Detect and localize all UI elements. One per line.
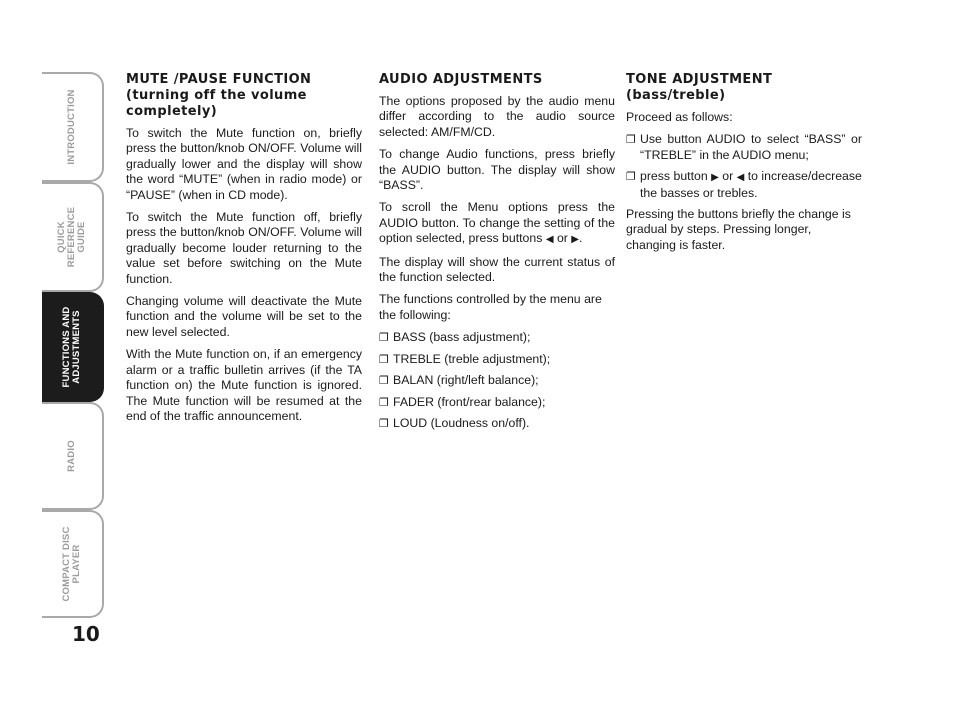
tone-adjustment-heading: TONE ADJUSTMENT (bass/treble) [626, 72, 773, 103]
audio-paragraph-5: The functions controlled by the menu are the following: [379, 292, 602, 322]
mute-paragraph-4: With the Mute function on, if an emergency alarm or a traffic bulletin arrives (if the TA function on) the Mute function is ignored. The Mute function will be resumed at the end of the traffic announcement. [126, 347, 362, 423]
tab-functions-and-adjustments-label: FUNCTIONS AND ADJUSTMENTS [61, 306, 82, 388]
mute-paragraph-1: To switch the Mute function on, briefly press the button/knob ON/OFF. Volume will gradually lower and the display will show the word “MUTE” (when in radio mode) or “PAUSE” (when in CD mode). [126, 126, 362, 202]
checkbox-bullet-icon: ❐ [379, 331, 389, 345]
tab-quick-reference-guide-label: QUICK REFERENCE GUIDE [56, 206, 87, 268]
tab-radio-label: RADIO [66, 440, 77, 472]
tab-compact-disc-player-label: COMPACT DISC PLAYER [61, 526, 82, 602]
right-arrow-icon: ▶ [711, 172, 719, 184]
list-item: ❐ LOUD (Loudness on/off). [379, 415, 530, 430]
list-item: ❐ BALAN (right/left balance); [379, 373, 539, 388]
tab-quick-reference-guide[interactable] [42, 182, 104, 292]
tab-functions-and-adjustments[interactable] [42, 292, 104, 402]
tab-introduction-label: INTRODUCTION [66, 89, 77, 165]
audio-paragraph-1: The options proposed by the audio menu differ according to the audio source selected: AM/FM/CD. [379, 94, 615, 139]
audio-adjustments-heading: AUDIO ADJUSTMENTS [379, 72, 543, 87]
list-item: ❐ BASS (bass adjustment); [379, 330, 531, 345]
mute-paragraph-2: To switch the Mute function off, briefly press the button/knob ON/OFF. Volume will gradually become louder returning to the value set before switching on the Mute function. [126, 210, 362, 286]
left-arrow-icon: ◀ [736, 172, 745, 184]
column-tone-adjustment [626, 72, 862, 260]
right-arrow-icon: ▶ [571, 234, 579, 246]
list-item: ❐ FADER (front/rear balance); [379, 394, 546, 409]
tab-introduction[interactable] [42, 72, 104, 182]
mute-paragraph-3: Changing volume will deactivate the Mute function and the volume will be set to the new level selected. [126, 294, 362, 339]
column-audio-adjustments [379, 72, 615, 437]
audio-paragraph-3: To scroll the Menu options press the AUDIO button. To change the setting of the option selected, press buttons ◀ or ▶. [379, 200, 615, 246]
checkbox-bullet-icon: ❐ [379, 416, 389, 430]
page-number: 10 [72, 622, 100, 646]
checkbox-bullet-icon: ❐ [626, 133, 636, 147]
list-item: ❐ TREBLE (treble adjustment); [379, 351, 551, 366]
left-arrow-icon: ◀ [545, 234, 554, 246]
checkbox-bullet-icon: ❐ [379, 374, 389, 388]
audio-paragraph-4: The display will show the current status of the function selected. [379, 254, 615, 285]
tab-compact-disc-player[interactable] [42, 510, 104, 618]
list-item: ❐ press button ▶ or ◀ to increase/decrease the basses or trebles. [626, 169, 862, 200]
tone-paragraph-2: Pressing the buttons briefly the change is gradual by steps. Pressing longer, changing is faster. [626, 207, 851, 252]
tone-paragraph-1: Proceed as follows: [626, 110, 733, 124]
column-mute-pause [126, 72, 362, 431]
mute-pause-heading: MUTE /PAUSE FUNCTION (turning off the volume completely) [126, 72, 312, 119]
checkbox-bullet-icon: ❐ [379, 352, 389, 366]
tab-radio[interactable] [42, 402, 104, 510]
checkbox-bullet-icon: ❐ [626, 170, 636, 184]
checkbox-bullet-icon: ❐ [379, 395, 389, 409]
list-item: ❐ Use button AUDIO to select “BASS” or “TREBLE” in the AUDIO menu; [626, 132, 862, 162]
audio-paragraph-2: To change Audio functions, press briefly the AUDIO button. The display will show “BASS”. [379, 147, 615, 193]
